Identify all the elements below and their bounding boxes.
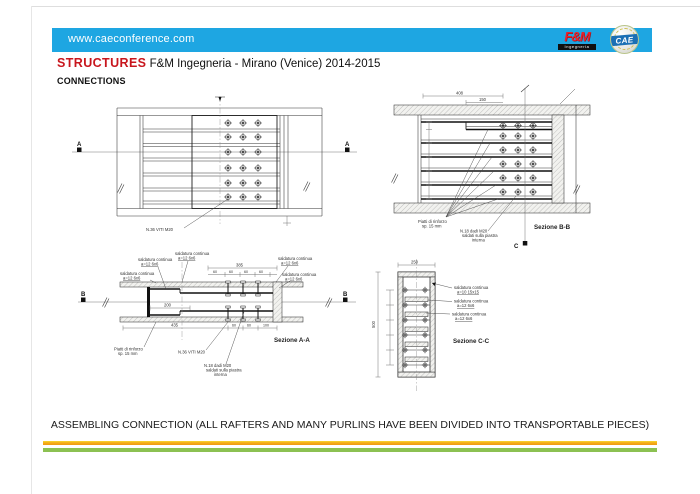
footer-stripe-orange <box>43 441 657 445</box>
dim-408: 408 <box>456 90 463 96</box>
svg-text:saldatura continua: saldatura continua <box>282 272 317 277</box>
svg-text:saldatura continua: saldatura continua <box>452 311 487 317</box>
conference-url[interactable]: www.caeconference.com <box>68 33 195 45</box>
weld-note-3 <box>120 271 156 283</box>
slide-subtitle: CONNECTIONS <box>57 76 126 86</box>
slide-caption: ASSEMBLING CONNECTION (ALL RAFTERS AND MANY PURLINS HAVE BEEN DIVIDED INTO TRANSPORTABLE PIECES) <box>50 419 650 431</box>
svg-text:a=12 6x6: a=12 6x6 <box>281 260 299 266</box>
svg-text:60: 60 <box>244 270 248 274</box>
note-viti: N.36 VITI M20 <box>146 227 173 232</box>
break-symbol-icon <box>392 174 399 184</box>
svg-text:saldatura continua: saldatura continua <box>278 256 313 261</box>
weld-note-1 <box>432 283 489 295</box>
svg-text:saldatura continua: saldatura continua <box>175 251 210 256</box>
fm-logo-text: F&M <box>564 29 590 44</box>
note-piatti-line2: sp. 15 mm <box>422 223 442 229</box>
svg-text:60: 60 <box>229 270 233 274</box>
dim-385: 385 <box>236 262 243 268</box>
section-cc-label: Sezione C-C <box>453 338 490 345</box>
svg-text:a=10 15x15: a=10 15x15 <box>457 289 480 295</box>
section-bb-label: Sezione B-B <box>534 224 571 231</box>
svg-text:saldatura continua: saldatura continua <box>454 285 489 290</box>
svg-text:a=12 6x6: a=12 6x6 <box>141 261 159 267</box>
splice-plate <box>192 116 277 209</box>
svg-text:60: 60 <box>259 270 263 274</box>
plates-callout <box>114 322 156 356</box>
left-dim-chain <box>426 122 432 199</box>
bolts-callout <box>178 322 228 355</box>
svg-text:a=12 6x6: a=12 6x6 <box>123 275 141 281</box>
drawing-section-aa <box>78 248 356 380</box>
flanges-hatched <box>394 105 590 213</box>
note-piatti-line1: Piatti di rinforzo <box>418 219 447 224</box>
svg-text:a=12 6x6: a=12 6x6 <box>455 316 473 321</box>
fm-ingegneria-logo <box>558 30 596 50</box>
svg-text:60: 60 <box>232 323 236 328</box>
dim-435: 435 <box>171 322 178 328</box>
section-marker-flag-icon <box>77 148 82 153</box>
svg-text:a=12 6x6: a=12 6x6 <box>457 303 475 308</box>
svg-text:saldatura continua: saldatura continua <box>138 257 173 262</box>
dim-500: 500 <box>371 321 376 328</box>
title-structures: STRUCTURES <box>57 56 147 70</box>
dim-250: 250 <box>411 259 418 265</box>
height-dimension <box>371 272 381 377</box>
title-project: F&M Ingegneria - Mirano (Venice) 2014-2015 <box>149 58 381 70</box>
svg-text:a=12 6x6: a=12 6x6 <box>178 255 196 261</box>
dim-150: 150 <box>479 97 486 102</box>
svg-text:a=12 6x6: a=12 6x6 <box>285 276 303 282</box>
svg-text:N.36 VITI M20: N.36 VITI M20 <box>178 349 205 355</box>
top-dimensions <box>423 89 575 105</box>
bolt-grid <box>224 119 262 201</box>
break-symbol-icon <box>103 298 110 308</box>
drawing-section-bb <box>388 86 598 250</box>
slide-title <box>57 56 380 70</box>
svg-text:interna: interna <box>214 372 227 377</box>
purlin-rib-lines <box>143 129 280 204</box>
weld-note-1 <box>175 251 210 282</box>
break-symbol-icon <box>304 182 311 192</box>
section-marker-a-left: A <box>77 142 82 148</box>
drawing-section-cc <box>366 243 526 405</box>
small-dim <box>283 216 291 226</box>
break-symbol-icon <box>118 184 125 194</box>
note-dadi-line1: N.18 dadi M20 <box>460 228 488 234</box>
mid-dimension <box>150 303 190 311</box>
left-dim-chain <box>386 290 394 365</box>
svg-text:saldatura continua: saldatura continua <box>454 298 489 304</box>
svg-text:saldati sulla piastra: saldati sulla piastra <box>206 367 242 373</box>
fm-logo-subtext: Ingegneria <box>558 44 596 50</box>
plates-callout <box>418 130 498 229</box>
bottom-dimensions <box>123 323 277 331</box>
slide-edge-top <box>31 6 700 7</box>
note-dadi-line2: saldati sulla piastra <box>462 233 498 238</box>
svg-text:sp. 15 mm: sp. 15 mm <box>118 351 138 356</box>
svg-text:60: 60 <box>213 270 217 274</box>
drawing-plan-view <box>72 92 357 234</box>
section-aa-label: Sezione A-A <box>274 337 310 344</box>
svg-text:Piatti di rinforzo: Piatti di rinforzo <box>114 346 143 352</box>
dim-200: 200 <box>164 302 171 308</box>
header-bar <box>52 28 652 52</box>
weld-note-2 <box>428 299 489 309</box>
detail-marker-icon <box>215 97 225 102</box>
note-dadi-line3: interna <box>472 237 485 243</box>
cae-logo-band <box>610 34 639 47</box>
section-marker-b-right: B <box>343 292 348 298</box>
cae-globe-logo <box>610 25 639 54</box>
svg-text:C: C <box>514 244 519 250</box>
svg-text:100: 100 <box>263 323 269 328</box>
section-marker-b-left: B <box>81 292 86 298</box>
svg-text:60: 60 <box>247 323 251 328</box>
section-marker-flag-icon <box>345 148 350 153</box>
section-marker-a-right: A <box>345 142 350 148</box>
beam-outline <box>117 108 322 216</box>
break-symbol-icon <box>326 298 333 308</box>
footer-stripe-green <box>43 448 657 452</box>
cae-logo-text: CAE <box>615 34 634 46</box>
svg-text:saldatura continua: saldatura continua <box>120 271 155 276</box>
break-symbol-icon <box>574 185 581 195</box>
width-dimension <box>398 260 435 268</box>
svg-text:N.18 dadi M20: N.18 dadi M20 <box>204 363 232 368</box>
top-dimensions <box>208 263 277 278</box>
